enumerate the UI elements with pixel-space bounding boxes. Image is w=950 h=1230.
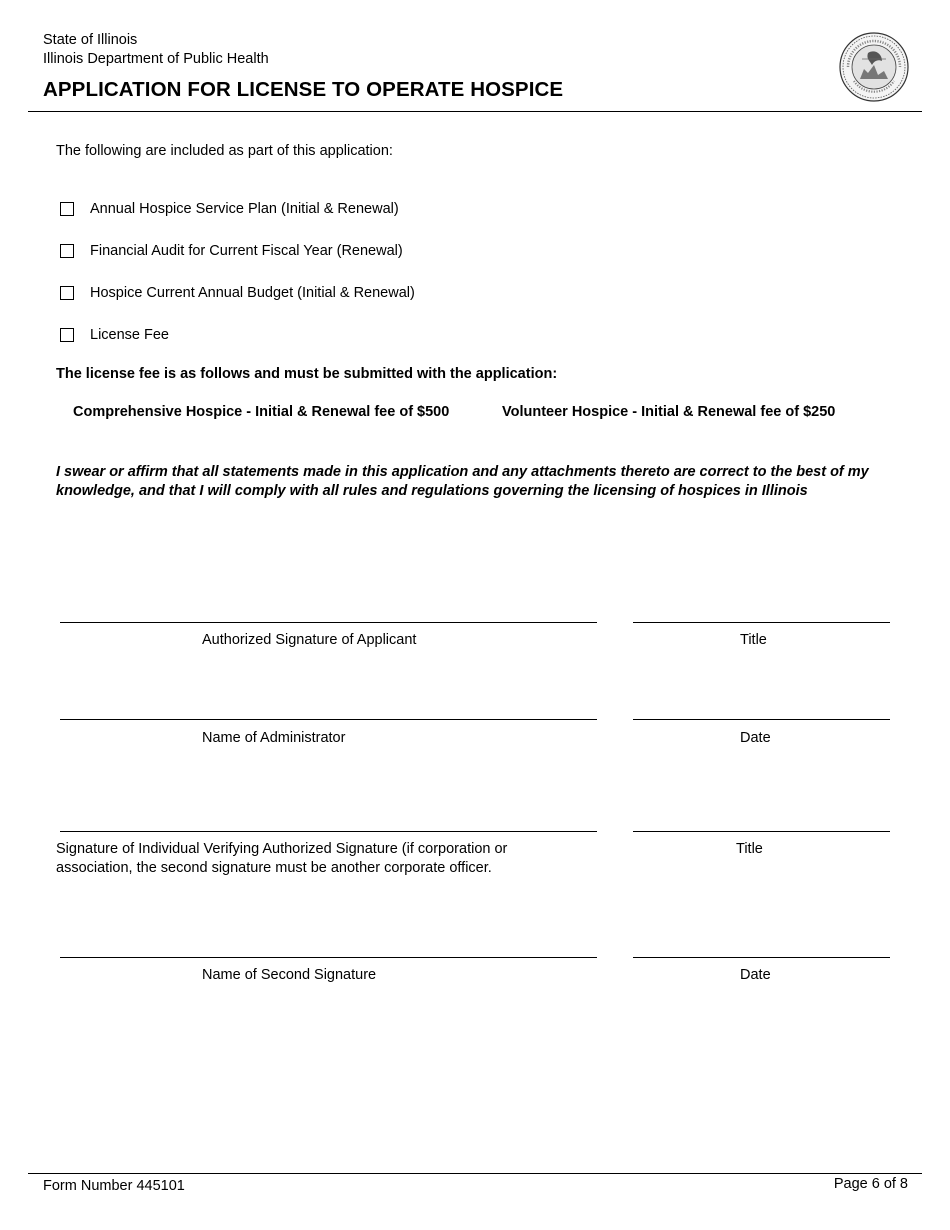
affirmation-statement: I swear or affirm that all statements made in this application and any attachments thereto are correct to the best of my knowledge, and that I will comply with all rules and regulations governing the licensing of hospices in Illinois [56, 464, 869, 499]
date-label-2: Date [740, 967, 771, 983]
title-line-2[interactable] [633, 831, 890, 832]
date-line-1[interactable] [633, 719, 890, 720]
footer-divider [28, 1173, 922, 1174]
checklist-label: Annual Hospice Service Plan (Initial & Renewal) [90, 201, 399, 217]
fee-volunteer: Volunteer Hospice - Initial & Renewal fee of $250 [502, 404, 836, 420]
second-signature-name-label: Name of Second Signature [202, 967, 377, 983]
date-line-2[interactable] [633, 957, 890, 958]
checklist-item-service-plan[interactable] [60, 200, 399, 218]
checklist-label: License Fee [90, 327, 169, 343]
title-line-1[interactable] [633, 622, 890, 623]
verifying-signature-label: Signature of Individual Verifying Authorized Signature (if corporation or association, the second signature must be another corporate officer. [56, 841, 508, 876]
checklist-label: Hospice Current Annual Budget (Initial & Renewal) [90, 285, 415, 301]
fee-comprehensive: Comprehensive Hospice - Initial & Renewal fee of $500 [73, 404, 450, 420]
checklist-item-annual-budget[interactable] [60, 284, 415, 302]
authorized-signature-line[interactable] [60, 622, 597, 623]
second-signature-name-line[interactable] [60, 957, 597, 958]
title-label-2: Title [736, 841, 763, 857]
checklist-item-license-fee[interactable] [60, 326, 169, 344]
form-number: Form Number 445101 [43, 1178, 185, 1194]
header-issuer [43, 31, 269, 69]
verifying-signature-line[interactable] [60, 831, 597, 832]
page-number: Page 6 of 8 [833, 1176, 908, 1192]
page-title: APPLICATION FOR LICENSE TO OPERATE HOSPICE [43, 78, 564, 101]
header-divider [28, 111, 922, 112]
checkbox[interactable] [60, 202, 74, 216]
checkbox[interactable] [60, 286, 74, 300]
checklist-item-financial-audit[interactable] [60, 242, 403, 260]
administrator-name-line[interactable] [60, 719, 597, 720]
date-label-1: Date [740, 730, 771, 746]
authorized-signature-label: Authorized Signature of Applicant [202, 632, 417, 648]
administrator-name-label: Name of Administrator [202, 730, 346, 746]
checklist-intro: The following are included as part of this application: [56, 143, 393, 159]
checkbox[interactable] [60, 244, 74, 258]
state-seal-icon [838, 31, 910, 103]
checklist-label: Financial Audit for Current Fiscal Year (Renewal) [90, 243, 403, 259]
department-name: Illinois Department of Public Health [43, 51, 269, 67]
fee-heading: The license fee is as follows and must be submitted with the application: [56, 366, 558, 382]
title-label-1: Title [740, 632, 767, 648]
checkbox[interactable] [60, 328, 74, 342]
state-name: State of Illinois [43, 32, 138, 48]
